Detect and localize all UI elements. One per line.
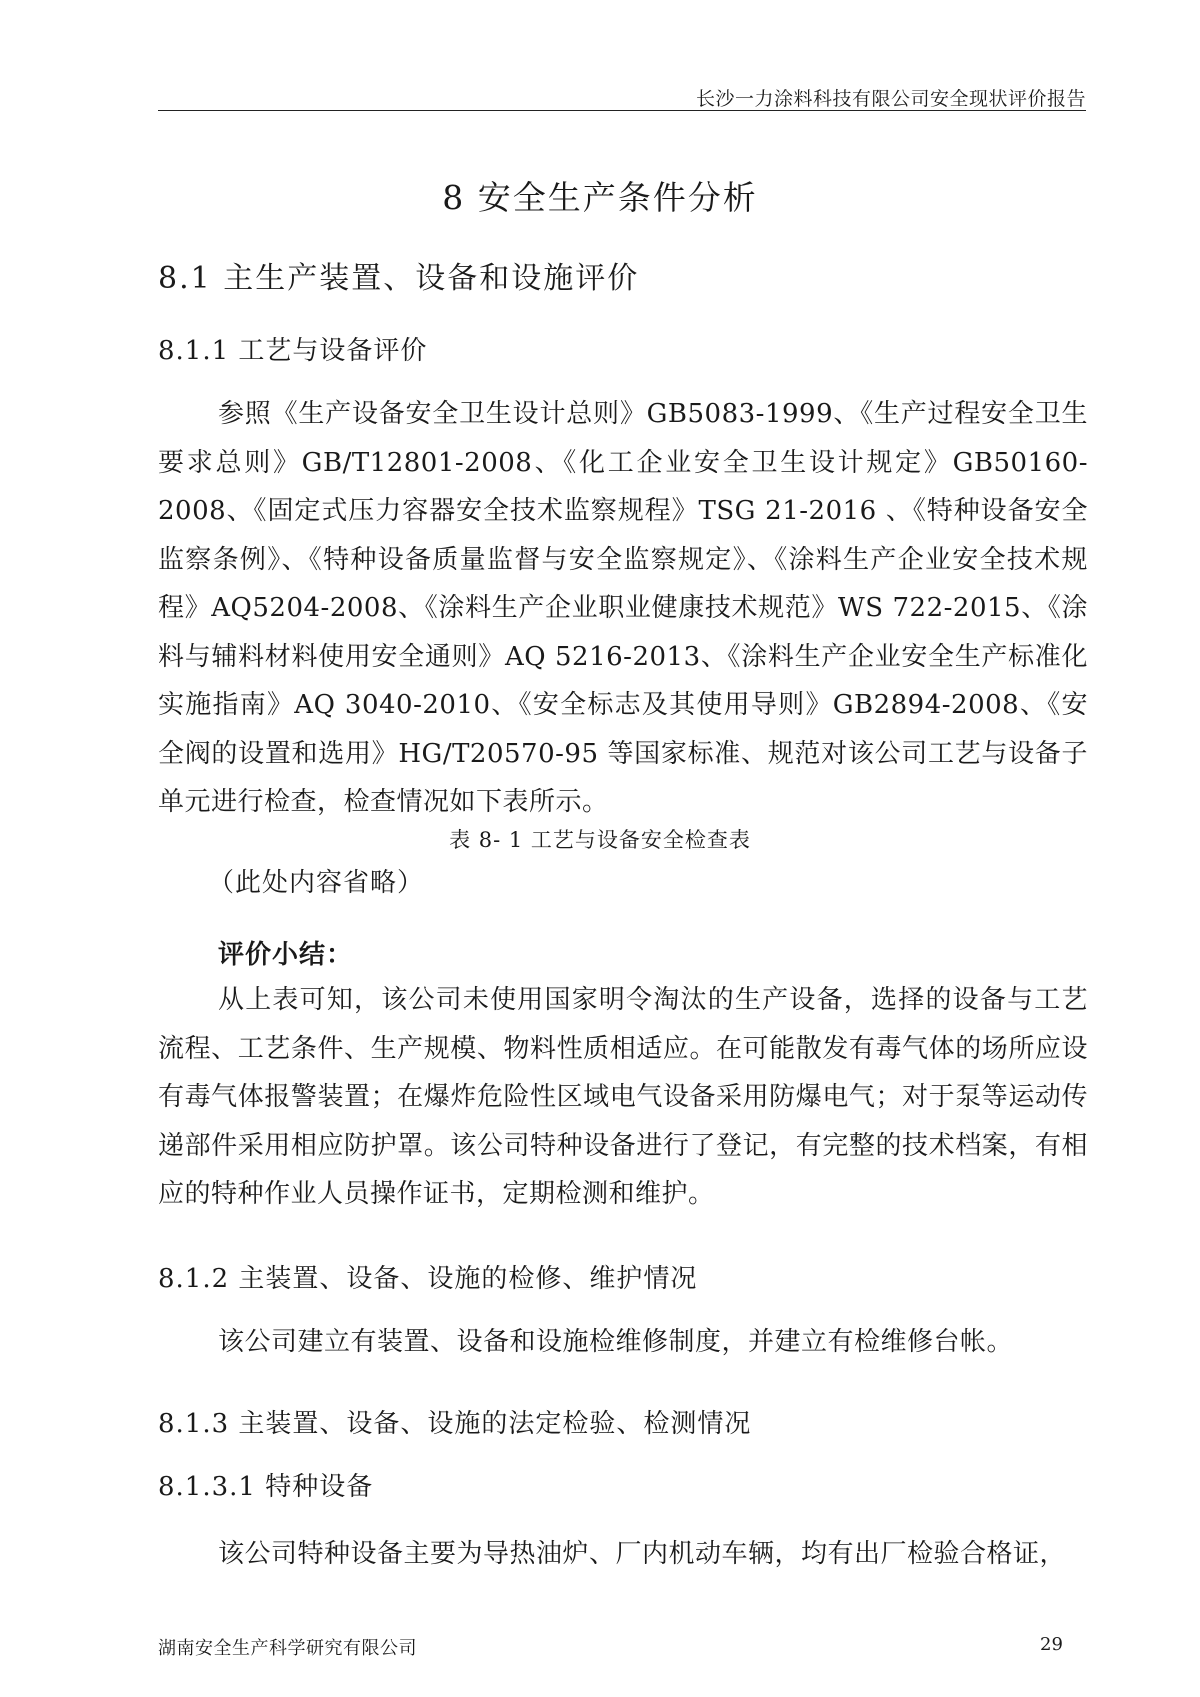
section-title-8-1-3-1: 8.1.3.1 特种设备 (158, 1472, 374, 1502)
evaluation-summary-label: 评价小结： (218, 940, 354, 970)
section-title-8-1-1: 8.1.1 工艺与设备评价 (158, 336, 428, 366)
table-caption: 表 8- 1 工艺与设备安全检查表 (449, 828, 751, 852)
running-footer-organization: 湖南安全生产科学研究有限公司 (158, 1638, 417, 1659)
chapter-title: 8 安全生产条件分析 (442, 178, 758, 217)
standards-paragraph: 参照《生产设备安全卫生设计总则》GB5083-1999、《生产过程安全卫生要求总则》GB/T12801-2008、《化工企业安全卫生设计规定》GB50160-2008、《固定式压力容器安全技术监察规程》TSG 21-2016 、《特种设备安全监察条例》、《特种设备质量监督与安全监察规定》、《涂料生产企业安全技术规程》AQ5204-2008、《涂料生产企业职业健康技术规范》WS 722-2015、《涂料与辅料材料使用安全通则》AQ 5216-2013、《涂料生产企业安全生产标准化实施指南》AQ 3040-2010、《安全标志及其使用导则》GB2894-2008、《安全阀的设置和选用》HG/T20570-95 等国家标准、规范对该公司工艺与设备子单元进行检查，检查情况如下表所示。 (158, 399, 1088, 817)
running-header: 长沙一力涂料科技有限公司安全现状评价报告 (695, 88, 1086, 110)
special-equipment-paragraph: 该公司特种设备主要为导热油炉、厂内机动车辆，均有出厂检验合格证， (218, 1539, 1067, 1569)
section-title-8-1: 8.1 主生产装置、设备和设施评价 (158, 261, 640, 296)
header-rule (158, 110, 1086, 111)
evaluation-summary-paragraph: 从上表可知，该公司未使用国家明令淘汰的生产设备，选择的设备与工艺流程、工艺条件、生产规模、物料性质相适应。在可能散发有毒气体的场所应设有毒气体报警装置；在爆炸危险性区域电气设备采用防爆电气；对于泵等运动传递部件采用相应防护罩。该公司特种设备进行了登记，有完整的技术档案，有相应的特种作业人员操作证书，定期检测和维护。 (158, 985, 1088, 1209)
maintenance-paragraph: 该公司建立有装置、设备和设施检维修制度，并建立有检维修台帐。 (218, 1327, 1014, 1357)
section-title-8-1-2: 8.1.2 主装置、设备、设施的检修、维护情况 (158, 1264, 698, 1294)
omitted-content-note: （此处内容省略） (208, 868, 425, 898)
page-number: 29 (1040, 1634, 1063, 1655)
section-title-8-1-3: 8.1.3 主装置、设备、设施的法定检验、检测情况 (158, 1409, 752, 1439)
